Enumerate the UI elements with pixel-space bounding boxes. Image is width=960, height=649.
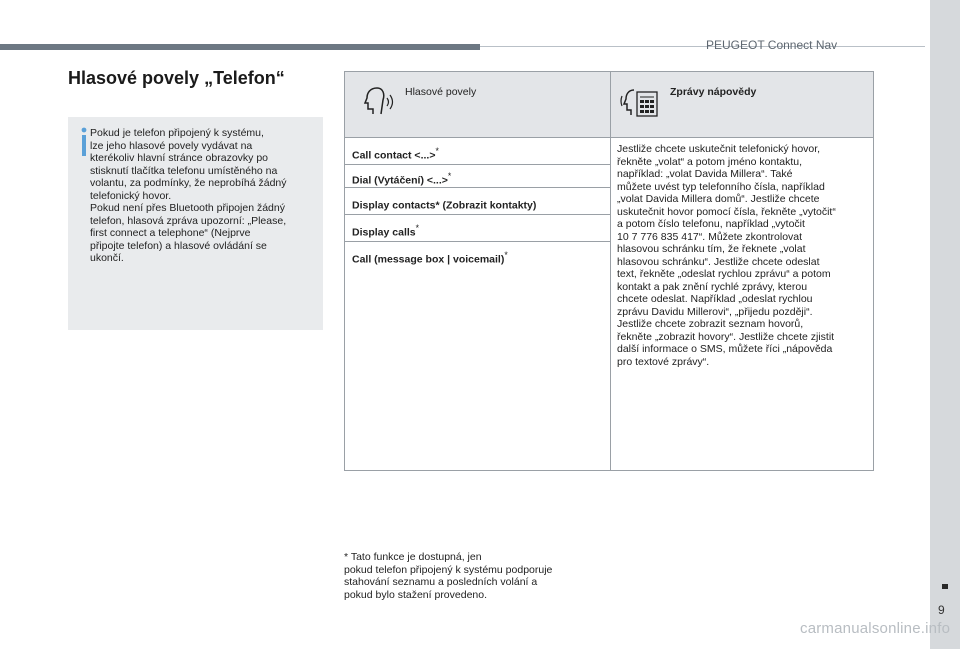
page-number: 9 xyxy=(938,603,945,617)
command-row xyxy=(345,242,610,469)
footnote-mark: * xyxy=(435,146,439,156)
column-divider xyxy=(610,72,611,470)
footnote-mark: * xyxy=(415,223,420,233)
command-row xyxy=(345,138,610,165)
command-label: Display calls xyxy=(352,226,416,239)
command-label: Call (message box | voicemail) xyxy=(352,253,505,266)
column-header-commands: Hlasové povely xyxy=(405,86,477,98)
info-note xyxy=(68,117,323,330)
header-bar xyxy=(0,44,480,50)
command-label: Call contact <...> xyxy=(352,149,436,162)
voice-commands-table xyxy=(344,71,874,471)
speaking-head-icon xyxy=(357,82,397,120)
footnote-mark: * xyxy=(504,250,508,260)
command-row xyxy=(345,188,610,215)
manual-title: PEUGEOT Connect Nav xyxy=(706,38,838,52)
page-edge-strip xyxy=(930,0,960,649)
command-row xyxy=(345,165,610,188)
column-header-help: Zprávy nápovědy xyxy=(670,86,757,98)
footnote: * Tato funkce je dostupná, jen pokud telefon připojený k systému podporuje stahování seznamu a posledních volání a pokud bylo stažení provedeno. xyxy=(344,551,553,601)
info-text: Pokud je telefon připojený k systému, lze jeho hlasové povely vydávat na kterékoliv hlavní stránce obrazovky po stisknutí tlačítka telefonu umístěného na volantu, za podmínky, že neprobíhá žádný telefonický hovor. Pokud není přes Bluetooth připojen žádný telefon, hlasová zpráva upozorní: „Please, first connect a telephone“ (Nejprve připojte telefon) a hlasové ovládání se ukončí. xyxy=(90,127,287,264)
page-title: Hlasové povely „Telefon“ xyxy=(68,68,285,88)
command-label: Dial (Vytáčení) <...> xyxy=(352,174,448,187)
section-marker xyxy=(942,584,948,589)
info-icon xyxy=(77,127,91,157)
footnote-mark: * xyxy=(447,171,452,181)
help-text: Jestliže chcete uskutečnit telefonický hovor, řekněte „volat“ a potom jméno kontaktu, například: „volat Davida Millera“. Také můžete uvést typ telefonního čísla, například „volat Davida Millera domů“. Jestliže chcete uskutečnit hovor pomocí čísla, řekněte „vytočit“ a potom číslo telefonu, například „vytočit 10 7 776 835 417“. Můžete zkontrolovat hlasovou schránku tím, že řeknete „volat hlasovou schránku“. Jestliže chcete odeslat text, řekněte „odeslat rychlou zprávu“ a potom kontakt a pak znění rychlé zprávy, kterou chcete odeslat. Například „odeslat rychlou zprávu Davidu Millerovi“, „přijedu později“. Jestliže chcete zobrazit seznam hovorů, řekněte „zobrazit hovory“. Jestliže chcete zjistit další informace o SMS, můžete říci „nápověda pro textové zprávy“. xyxy=(617,143,836,368)
command-label: Display contacts* (Zobrazit kontakty) xyxy=(352,199,537,212)
watermark: carmanualsonline.info xyxy=(800,620,951,637)
header-rule xyxy=(480,46,925,47)
command-row xyxy=(345,215,610,242)
speaking-screen-icon xyxy=(620,82,662,120)
table-header xyxy=(345,72,873,138)
